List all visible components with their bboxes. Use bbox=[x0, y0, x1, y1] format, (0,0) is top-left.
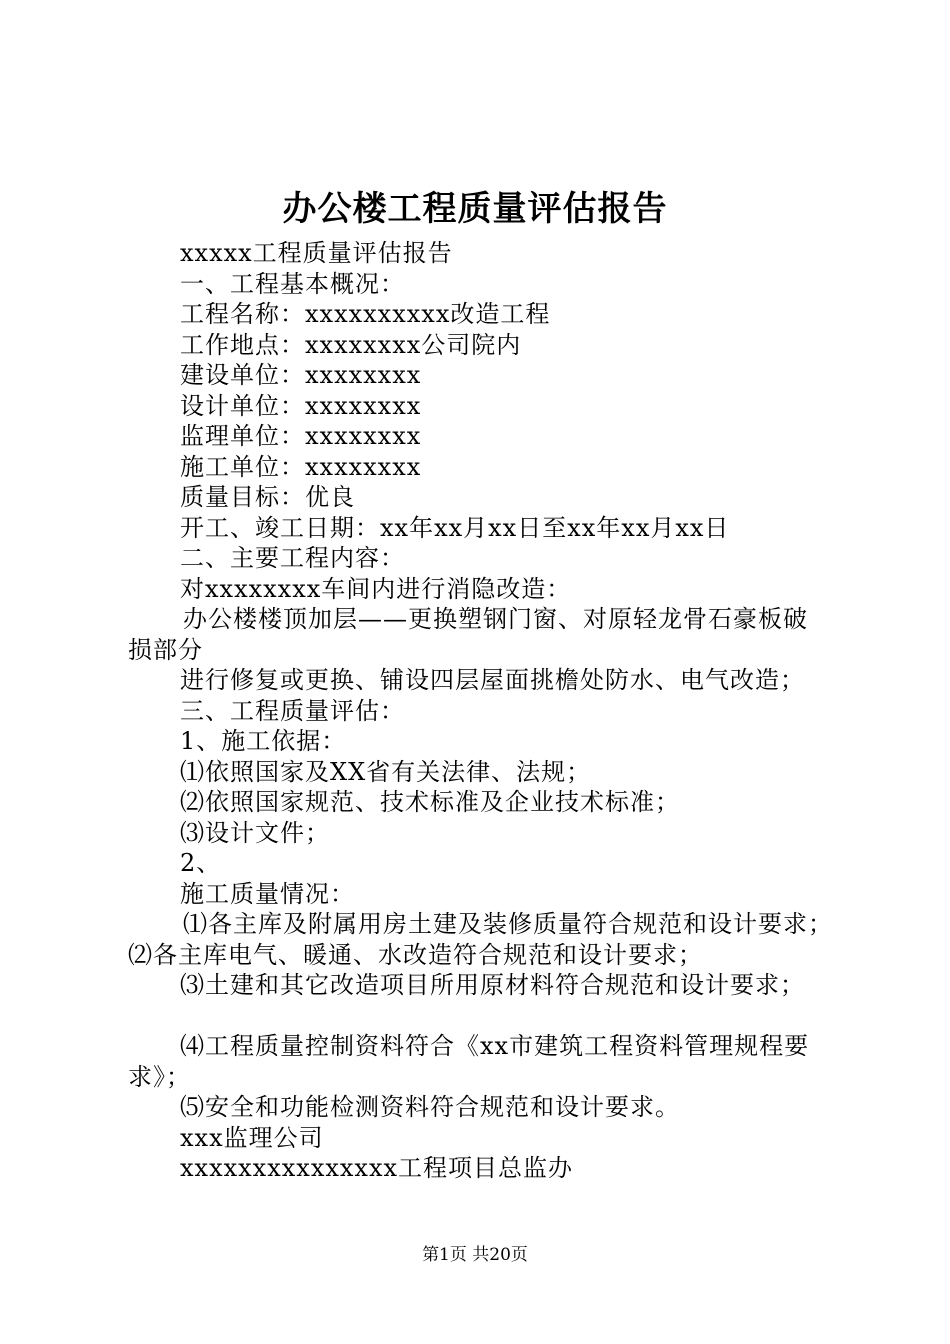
document-title: 办公楼工程质量评估报告 bbox=[282, 189, 668, 229]
body-line: 工程名称：xxxxxxxxxx改造工程 bbox=[180, 300, 551, 328]
body-line: 施工质量情况： bbox=[180, 879, 355, 908]
body-line: ⑵依照国家规范、技术标准及企业技术标准； bbox=[180, 788, 680, 816]
body-line: xxxxxxxxxxxxxxx工程项目总监办 bbox=[180, 1154, 574, 1182]
body-line: 工作地点：xxxxxxxx公司院内 bbox=[180, 330, 522, 359]
body-line: ⑶土建和其它改造项目所用原材料符合规范和设计要求； bbox=[180, 971, 805, 999]
body-line: xxxxx工程质量评估报告 bbox=[180, 239, 453, 267]
body-line: 办公楼楼顶加层——更换塑钢门窗、对原轻龙骨石豪板破 bbox=[183, 605, 808, 633]
body-line: 损部分 bbox=[128, 635, 203, 664]
body-line: 1、施工依据： bbox=[180, 727, 347, 755]
body-line: ⑶设计文件； bbox=[180, 818, 330, 847]
body-line: 进行修复或更换、铺设四层屋面挑檐处防水、电气改造； bbox=[180, 666, 805, 694]
body-line: 开工、竣工日期：xx年xx月xx日至xx年xx月xx日 bbox=[180, 513, 730, 542]
body-line: 监理单位：xxxxxxxx bbox=[180, 422, 422, 450]
document-body bbox=[0, 238, 950, 1184]
section-heading: 二、主要工程内容： bbox=[180, 544, 405, 572]
body-line: 求》； bbox=[128, 1062, 191, 1091]
body-line: 设计单位：xxxxxxxx bbox=[180, 391, 422, 420]
body-line: 对xxxxxxxx车间内进行消隐改造： bbox=[180, 574, 572, 603]
section-heading: 三、工程质量评估： bbox=[180, 696, 405, 725]
body-line: ⑵各主库电气、暖通、水改造符合规范和设计要求； bbox=[128, 940, 703, 969]
body-line: ⑴各主库及附属用房土建及装修质量符合规范和设计要求； bbox=[183, 910, 833, 938]
body-line: 建设单位：xxxxxxxx bbox=[180, 361, 422, 389]
body-line: 施工单位：xxxxxxxx bbox=[180, 452, 422, 481]
body-line: xxx监理公司 bbox=[180, 1123, 324, 1152]
blank-line bbox=[0, 1001, 950, 1032]
body-line: 质量目标：优良 bbox=[180, 483, 355, 511]
body-line: ⑴依照国家及XX省有关法律、法规； bbox=[180, 757, 592, 786]
page-number: 第1页 共20页 bbox=[422, 1245, 528, 1265]
body-line: 2、 bbox=[180, 849, 222, 877]
body-line: ⑸安全和功能检测资料符合规范和设计要求。 bbox=[180, 1093, 680, 1121]
body-line: ⑷工程质量控制资料符合《xx市建筑工程资料管理规程要 bbox=[180, 1032, 810, 1060]
section-heading: 一、工程基本概况： bbox=[180, 269, 405, 298]
